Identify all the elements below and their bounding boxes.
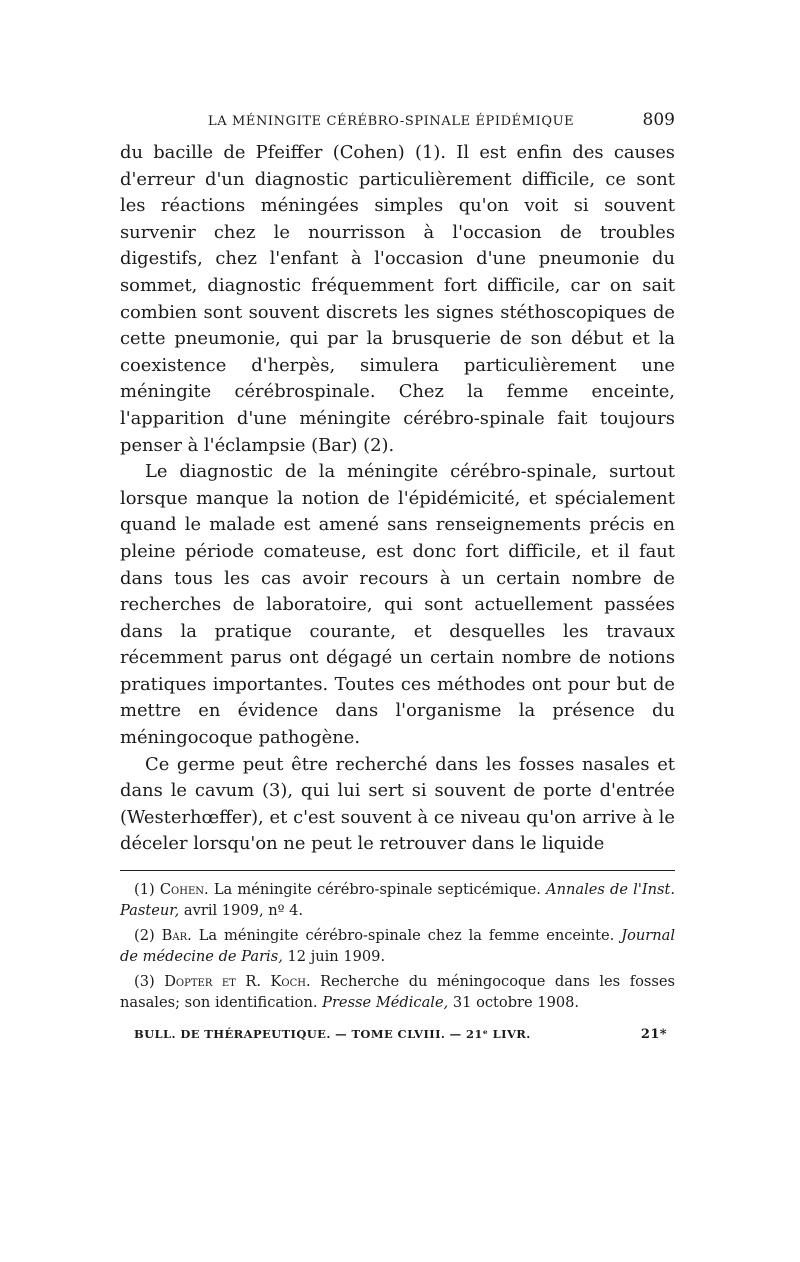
footnote-item: (3) Dopter et R. Koch. Recherche du méningocoque dans les fosses nasales; son identification. Presse Médicale, 31 octobre 1908. — [120, 973, 675, 1012]
paragraph-continuation: du bacille de Pfeiffer (Cohen) (1). Il est enfin des causes d'erreur d'un diagnostic particulièrement difficile, ce sont les réactions méningées simples qu'on voit si souvent survenir chez le nourrisson à l'occasion de troubles digestifs, chez l'enfant à l'occasion d'une pneumonie du sommet, diagnostic fréquemment fort difficile, car on sait combien sont souvent discrets les signes stéthoscopiques de cette pneumonie, qui par la brusquerie de son début et la coexistence d'herpès, simulera particulièrement une méningite cérébrospinale. Chez la femme enceinte, l'apparition d'une méningite cérébro-spinale fait toujours penser à l'éclampsie (Bar) (2). — [120, 142, 675, 456]
paragraph-germe: Ce germe peut être recherché dans les fosses nasales et dans le cavum (3), qui lui sert si souvent de porte d'entrée (Westerhœffer), et c'est souvent à ce niveau qu'on arrive à le déceler lorsqu'on ne peut le retrouver dans le liquide — [120, 753, 675, 855]
footnote-item: (1) Cohen. La méningite cérébro-spinale septicémique. Annales de l'Inst. Pasteur, avril 1909, nº 4. — [120, 881, 676, 920]
page-number: 809 — [642, 110, 675, 130]
running-header — [120, 110, 675, 140]
running-title: LA MÉNINGITE CÉRÉBRO-SPINALE ÉPIDÉMIQUE — [208, 114, 575, 129]
book-page — [120, 110, 675, 1042]
bottom-imprint — [120, 1027, 675, 1042]
footnotes — [120, 879, 675, 1013]
body-text — [120, 140, 675, 858]
paragraph-diagnostic: Le diagnostic de la méningite cérébro-spinale, surtout lorsque manque la notion de l'épidémicité, et spécialement quand le malade est amené sans renseignements précis en pleine période comateuse, est donc fort difficile, et il faut dans tous les cas avoir recours à un certain nombre de recherches de laboratoire, qui sont actuellement passées dans la pratique courante, et desquelles les travaux récemment parus ont dégagé un certain nombre de notions pratiques importantes. Toutes ces méthodes ont pour but de mettre en évidence dans l'organisme la présence du méningocoque pathogène. — [120, 461, 675, 749]
bulletin-imprint: BULL. DE THÉRAPEUTIQUE. — TOME CLVIII. — 21ᵉ LIVR. — [134, 1027, 531, 1042]
footnote-item: (2) Bar. La méningite cérébro-spinale chez la femme enceinte. Journal de médecine de Paris, 12 juin 1909. — [120, 927, 676, 966]
footnote-rule — [120, 870, 675, 871]
signature-mark: 21* — [640, 1027, 667, 1043]
